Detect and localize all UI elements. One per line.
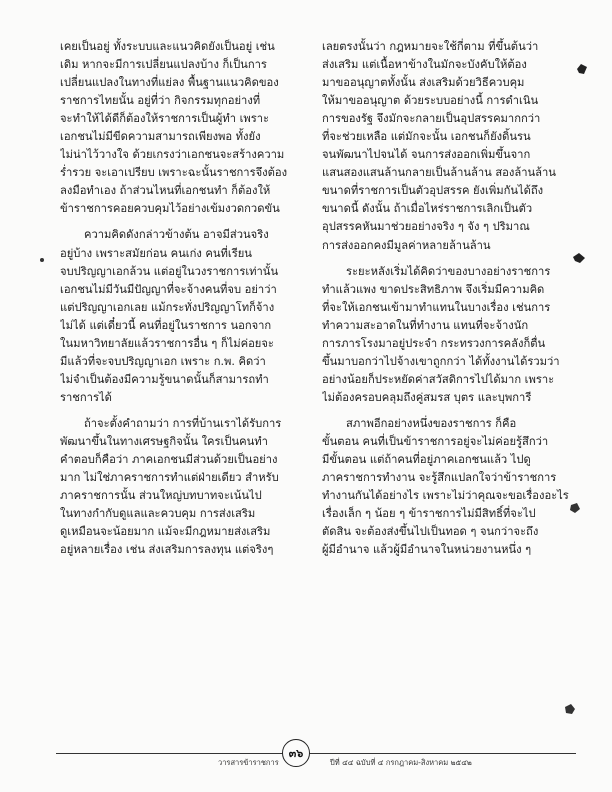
paragraph-left-3: ถ้าจะตั้งคำถามว่า การที่บ้านเราได้รับการ พัฒนาขึ้นในทางเศรษฐกิจนั้น ใครเป็นคนทำ คำตอบก็คือว่า ภาคเอกชนมีส่วนด้วยเป็นอย่าง มาก ไม่ใช่ภาคราชการทำแต่ฝ่ายเดียว สำหรับ ภาคราชการนั้น ส่วนใหญ่บทบาทจะเน้นไป ในทางกำกับดูแลและควบคุม การส่งเสริม ดูเหมือนจะน้อยมาก แม้จะมีกฎหมายส่งเสริม อยู่หลายเรื่อง เช่น ส่งเสริมการลงทุน แต่จริงๆ bbox=[60, 416, 282, 557]
margin-speck-icon bbox=[568, 501, 582, 515]
margin-speck-icon bbox=[563, 702, 577, 716]
page-number: ๓๖ bbox=[282, 739, 310, 767]
paragraph-right-3: สภาพอีกอย่างหนึ่งของราชการ ก็คือ ขั้นตอน คนที่เป็นข้าราชการอยู่จะไม่ค่อยรู้สึกว่า มีขั้นตอน แต่ถ้าคนที่อยู่ภาคเอกชนแล้ว ไปดู ภาคราชการทำงาน จะรู้สึกแปลกใจว่าข้าราชการ ทำงานกันได้อย่างไร เพราะไม่ว่าคุณจะขอเรื่องอะไร เรื่องเล็ก ๆ น้อย ๆ ข้าราชการไม่มีสิทธิ์ที่จะไป ตัดสิน จะต้องส่งขึ้นไปเป็นทอด ๆ จนกว่าจะถึง ผู้มีอำนาจ แล้วผู้มีอำนาจในหน่วยงานหนึ่ง ๆ bbox=[322, 416, 569, 557]
paragraph-right-2: ระยะหลังเริ่มได้คิดว่าของบางอย่างราชการ ทำแล้วแพง ขาดประสิทธิภาพ จึงเริ่มมีความคิด ที่จะให้เอกชนเข้ามาทำแทนในบางเรื่อง เช่นการ ทำความสะอาดในที่ทำงาน แทนที่จะจ้างนัก การภารโรงมาอยู่ประจำ กระทรวงการคลังก็ตื่น ขึ้นมาบอกว่าไปจ้างเขาถูกกว่า ได้ทั้งงานได้รวมว่า อย่างน้อยก็ประหยัดค่าสวัสดิการไปได้มาก เพราะ ไม่ต้องครอบคลุมถึงคู่สมรส บุตร และบุพการี bbox=[322, 264, 560, 404]
margin-speck-icon bbox=[575, 62, 589, 76]
margin-speck-icon bbox=[572, 251, 586, 265]
left-column bbox=[60, 38, 308, 743]
right-column bbox=[322, 38, 572, 743]
footer-issue-info: ปีที่ ๔๔ ฉบับที่ ๔ กรกฎาคม-สิงหาคม ๒๕๔๒ bbox=[330, 758, 472, 767]
paragraph-right-1: เลยตรงนั้นว่า กฎหมายจะใช้กี่ตาม ที่ขึ้นต้นว่า ส่งเสริม แต่เนื้อหาข้างในมักจะบังคับให้ต้อง มาขออนุญาตทั้งนั้น ส่งเสริมด้วยวิธีควบคุม ให้มาขออนุญาต ด้วยระบบอย่างนี้ การดำเนิน การของรัฐ จึงมักจะกลายเป็นอุปสรรคมากกว่า ที่จะช่วยเหลือ แต่มักจะนั้น เอกชนก็ยังดิ้นรน จนพัฒนาไปจนได้ จนการส่งออกเพิ่มขึ้นจาก แสนสองแสนล้านกลายเป็นล้านล้าน สองล้านล้าน ขนาดที่ราชการเป็นตัวอุปสรรค ยังเพิ่มกันได้ถึง ขนาดนี้ ดังนั้น ถ้าเมื่อไหร่ราชการเลิกเป็นตัว อุปสรรคหันมาช่วยอย่างจริง ๆ จัง ๆ ปริมาณ การส่งออกคงมีมูลค่าหลายล้านล้าน bbox=[322, 40, 556, 252]
footer-rule bbox=[56, 753, 576, 754]
margin-dot bbox=[40, 258, 44, 262]
paragraph-left-2: ความคิดดังกล่าวข้างต้น อาจมีส่วนจริง อยู่บ้าง เพราะสมัยก่อน คนเก่ง คนที่เรียน จบปริญญาเอกล้วน แต่อยู่ในวงราชการเท่านั้น เอกชนไม่มีวันมีปัญญาที่จะจ้างคนที่จบ อย่าว่า แต่ปริญญาเอกเลย แม้กระทั่งปริญญาโทก็จ้าง ไม่ได้ แต่เดี๋ยวนี้ คนที่อยู่ในราชการ นอกจาก ในมหาวิทยาลัยแล้วราชการอื่น ๆ ก็ไม่ค่อยจะ มีแล้วที่จะจบปริญญาเอก เพราะ ก.พ. คิดว่า ไม่จำเป็นต้องมีความรู้ขนาดนั้นก็สามารถทำ ราชการได้ bbox=[60, 228, 279, 404]
paragraph-left-1: เคยเป็นอยู่ ทั้งระบบและแนวคิดยังเป็นอยู่ เช่น เดิม หากจะมีการเปลี่ยนแปลงบ้าง ก็เป็นการ เปลี่ยนแปลงในทางที่แย่ลง พื้นฐานแนวคิดของ ราชการไทยนั้น อยู่ที่ว่า กิจกรรมทุกอย่างที่ จะทำให้ได้ดีก็ต้องให้ราชการเป็นผู้ทำ เพราะ เอกชนไม่มีขีดความสามารถเพียงพอ ทั้งยัง ไม่น่าไว้วางใจ ด้วยเกรงว่าเอกชนจะสร้างความ ร่ำรวย จะเอาเปรียบ เพราะฉะนั้นราชการจึงต้อง ลงมือทำเอง ถ้าส่วนไหนที่เอกชนทำ ก็ต้องให้ ข้าราชการคอยควบคุมไว้อย่างเข้มงวดกวดขัน bbox=[60, 40, 288, 216]
footer-journal-name: วารสารข้าราชการ bbox=[218, 758, 279, 767]
